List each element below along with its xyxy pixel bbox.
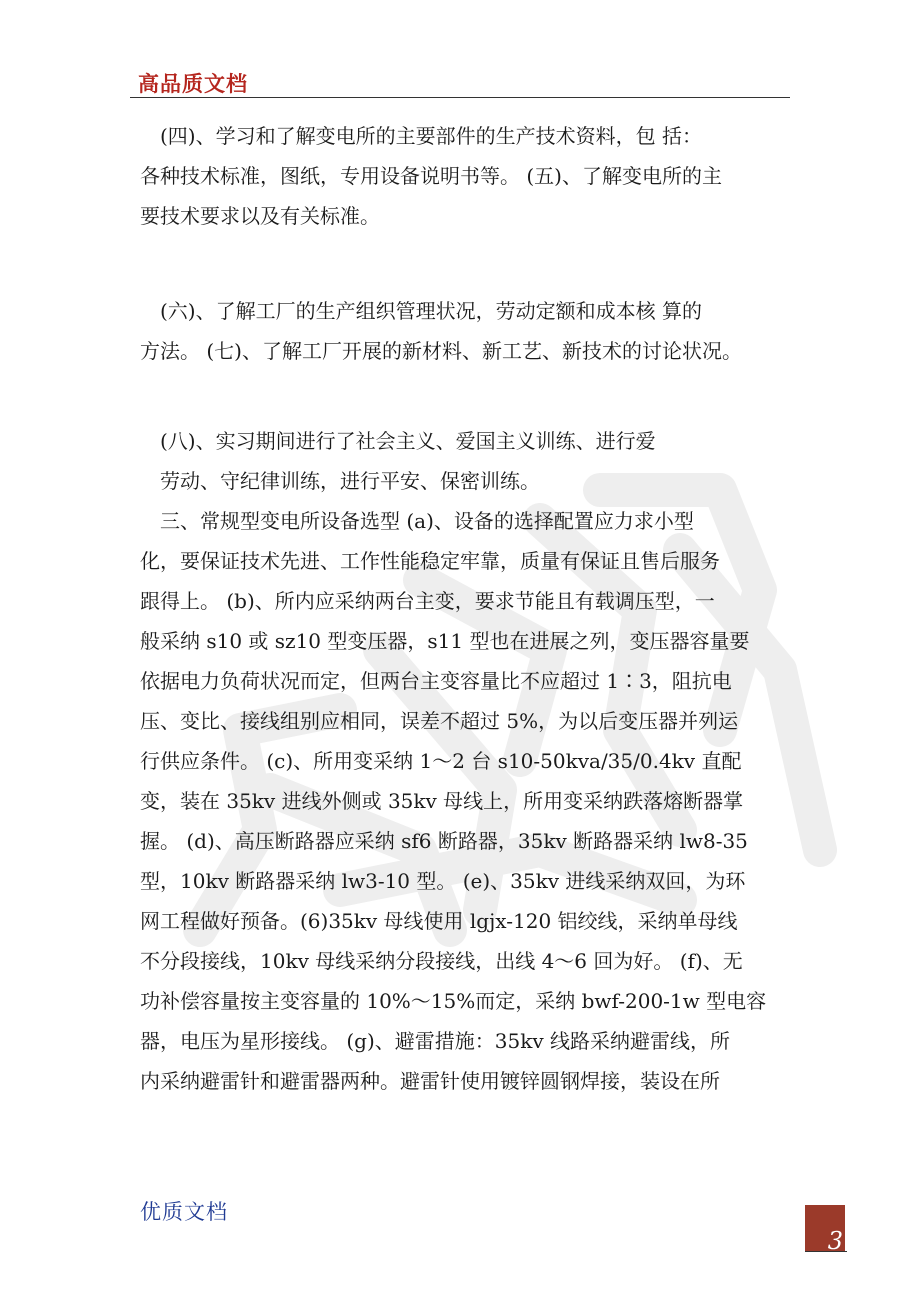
footer-title: 优质文档 xyxy=(140,1200,228,1224)
paragraph-line: 内采纳避雷针和避雷器两种。避雷针使用镀锌圆钢焊接，装设在所 xyxy=(140,1069,720,1093)
paragraph-line: 行供应条件。 (c)、所用变采纳 1～2 台 s10-50kva/35/0.4kv 直配 xyxy=(140,749,742,773)
paragraph-1 xyxy=(140,116,790,236)
paragraph-line: 不分段接线，10kv 母线采纳分段接线，出线 4～6 回为好。 (f)、无 xyxy=(140,949,743,973)
paragraph-line: 器，电压为星形接线。 (g)、避雷措施：35kv 线路采纳避雷线，所 xyxy=(140,1029,730,1053)
paragraph-line: (四)、学习和了解变电所的主要部件的生产技术资料，包 括： xyxy=(140,124,702,148)
paragraph-line: 各种技术标准，图纸，专用设备说明书等。 (五)、了解变电所的主 xyxy=(140,164,722,188)
paragraph-line: 功补偿容量按主变容量的 10%～15%而定，采纳 bwf-200-1w 型电容 xyxy=(140,989,767,1013)
paragraph-line: 跟得上。 (b)、所内应采纳两台主变，要求节能且有载调压型，一 xyxy=(140,589,715,613)
page-number: 3 xyxy=(827,1227,843,1255)
footer-divider xyxy=(805,1251,847,1252)
paragraph-line: 要技术要求以及有关标准。 xyxy=(140,204,380,228)
paragraph-line: 网工程做好预备。(6)35kv 母线使用 lgjx-120 铝绞线，采纳单母线 xyxy=(140,909,738,933)
header-title: 高品质文档 xyxy=(138,72,248,96)
paragraph-line: 依据电力负荷状况而定，但两台主变容量比不应超过 1∶3，阻抗电 xyxy=(140,669,732,693)
page-number-badge xyxy=(805,1205,845,1255)
paragraph-line: 型，10kv 断路器采纳 lw3-10 型。 (e)、35kv 进线采纳双回，为环 xyxy=(140,869,746,893)
paragraph-line: 压、变比、接线组别应相同，误差不超过 5%，为以后变压器并列运 xyxy=(140,709,739,733)
paragraph-line: 般采纳 s10 或 sz10 型变压器，s11 型也在进展之列，变压器容量要 xyxy=(140,629,750,653)
paragraph-line: 方法。 (七)、了解工厂开展的新材料、新工艺、新技术的讨论状况。 xyxy=(140,339,742,363)
paragraph-2 xyxy=(140,291,790,371)
paragraph-line: 三、常规型变电所设备选型 (a)、设备的选择配置应力求小型 xyxy=(140,509,694,533)
header-divider xyxy=(130,97,790,98)
paragraph-line: 化，要保证技术先进、工作性能稳定牢靠，质量有保证且售后服务 xyxy=(140,549,720,573)
paragraph-line: (八)、实习期间进行了社会主义、爱国主义训练、进行爱 xyxy=(140,429,656,453)
paragraph-3 xyxy=(140,421,790,1101)
paragraph-line: (六)、了解工厂的生产组织管理状况，劳动定额和成本核 算的 xyxy=(140,299,702,323)
paragraph-line: 握。 (d)、高压断路器应采纳 sf6 断路器，35kv 断路器采纳 lw8-35 xyxy=(140,829,748,853)
paragraph-line: 劳动、守纪律训练，进行平安、保密训练。 xyxy=(140,469,540,493)
paragraph-line: 变，装在 35kv 进线外侧或 35kv 母线上，所用变采纳跌落熔断器掌 xyxy=(140,789,744,813)
